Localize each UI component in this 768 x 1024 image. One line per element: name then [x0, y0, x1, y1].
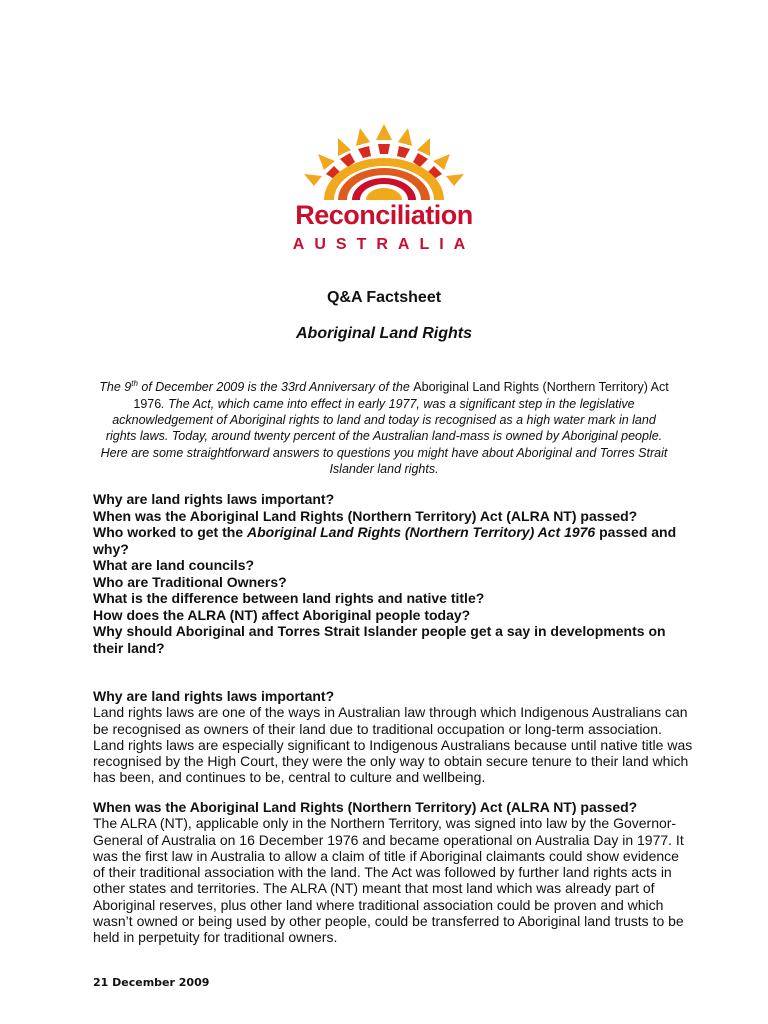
questions-list: [93, 491, 693, 656]
question-item: What is the difference between land rights and native title?: [93, 590, 485, 606]
logo-wordmark: Reconciliation: [295, 200, 473, 230]
section-heading: Why are land rights laws important?: [93, 688, 335, 704]
intro-superscript: th: [131, 379, 138, 388]
question-text: passed and why?: [93, 524, 677, 557]
intro-paragraph: [96, 376, 672, 478]
intro-act-name: Aboriginal Land Rights (Northern Territory) Act 1976: [133, 380, 669, 411]
intro-text-3: . The Act, which came into effect in early 1977, was a significant step in the legislative acknowledgement of Aboriginal rights to land and today is recognised as a high water mark in land rights laws. Today, around twenty percent of the Australian land-mass is owned by Aboriginal people. Here are some straightforward answers to questions you might have about Aboriginal and Torres Strait Islander land rights.: [100, 396, 668, 477]
page-title: Q&A Factsheet: [326, 289, 442, 306]
question-item: What are land councils?: [93, 557, 255, 573]
question-item: Why should Aboriginal and Torres Strait Islander people get a say in developments on their land?: [93, 623, 666, 656]
logo-tagline: AUSTRALIA: [292, 236, 476, 253]
section-heading: When was the Aboriginal Land Rights (Northern Territory) Act (ALRA NT) passed?: [93, 799, 638, 815]
reconciliation-australia-logo: [284, 122, 484, 254]
question-item: Why are land rights laws important?: [93, 491, 335, 507]
question-act-name: Aboriginal Land Rights (Northern Territory) Act 1976: [247, 524, 596, 540]
question-item: [93, 524, 693, 557]
question-item: Who are Traditional Owners?: [93, 573, 287, 590]
section-body: The ALRA (NT), applicable only in the Northern Territory, was signed into law by the Governor-General of Australia on 16 December 1976 and became operational on Australia Day in 1977. It was the first law in Australia to allow a claim of title if Aboriginal claimants could show evidence of their traditional association with the land. The Act was followed by further land rights acts in other states and territories. The ALRA (NT) meant that most land which was already part of Aboriginal reserves, plus other land where traditional association could be proven and which wasn’t owned or being used by other people, could be transferred to Aboriginal land trusts to be held in perpetuity for traditional owners.: [93, 815, 684, 946]
page-subtitle: Aboriginal Land Rights: [296, 325, 472, 342]
footer-date: 21 December 2009: [93, 976, 210, 989]
question-item: How does the ALRA (NT) affect Aboriginal people today?: [93, 606, 471, 623]
intro-text-1: The 9: [99, 380, 132, 395]
answer-section: [93, 799, 693, 946]
question-item: When was the Aboriginal Land Rights (Northern Territory) Act (ALRA NT) passed?: [93, 507, 638, 524]
sunburst-icon: [284, 122, 484, 202]
question-text: Who worked to get the: [93, 524, 247, 540]
intro-text-2: of December 2009 is the 33rd Anniversary of the: [137, 380, 414, 395]
section-body: Land rights laws are one of the ways in Australian law through which Indigenous Australians can be recognised as owners of their land due to traditional occupation or long-term association. Land rights laws are especially significant to Indigenous Australians because until native title was recognised by the High Court, they were the only way to obtain secure tenure to their land which has been, and continues to be, central to culture and wellbeing.: [93, 704, 693, 786]
answer-section: [93, 688, 693, 786]
